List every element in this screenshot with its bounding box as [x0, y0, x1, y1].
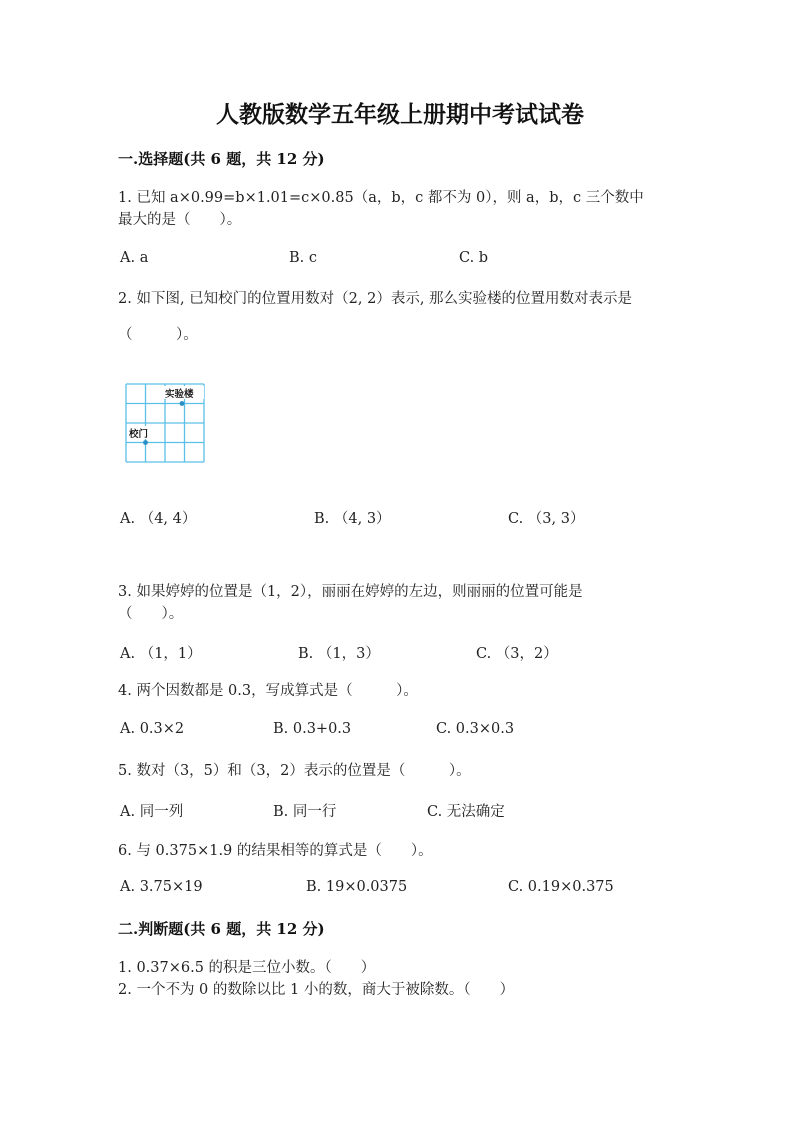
section-heading-choice: 一.选择题(共 6 题，共 12 分)	[118, 150, 325, 168]
question-6-line1: 6. 与 0.375×1.9 的结果相等的算式是（ ）。	[118, 843, 433, 859]
question-5-option-a: A. 同一列	[120, 804, 184, 820]
question-1-option-c: C. b	[459, 250, 489, 266]
question-6-option-a: A. 3.75×19	[120, 879, 203, 895]
lab-building-point	[180, 401, 185, 406]
question-1-line1: 1. 已知 a×0.99=b×1.01=c×0.85（a，b，c 都不为 0），则 a，b，c 三个数中	[118, 190, 644, 206]
question-2-line1: 2. 如下图, 已知校门的位置用数对（2, 2）表示, 那么实验楼的位置用数对表示是	[118, 291, 633, 307]
question-1-line2: 最大的是（ ）。	[118, 212, 242, 228]
question-4-option-b: B. 0.3+0.3	[273, 721, 352, 737]
question-1-option-b: B. c	[289, 250, 317, 266]
school-gate-label: 校门	[129, 429, 149, 440]
question-2-option-a: A. （4, 4）	[120, 511, 197, 527]
question-1-option-a: A. a	[120, 250, 149, 266]
question-4-option-a: A. 0.3×2	[120, 721, 185, 737]
question-3-line1: 3. 如果婷婷的位置是（1，2），丽丽在婷婷的左边，则丽丽的位置可能是	[118, 584, 583, 600]
question-3-line2: （ ）。	[118, 606, 184, 622]
question-6-option-c: C. 0.19×0.375	[508, 879, 614, 895]
lab-building-label: 实验楼	[165, 389, 194, 400]
coordinate-grid-figure	[124, 382, 208, 470]
question-2-line2: （ ）。	[118, 327, 198, 343]
question-5-line1: 5. 数对（3，5）和（3，2）表示的位置是（ ）。	[118, 763, 471, 779]
question-4-option-c: C. 0.3×0.3	[436, 721, 515, 737]
question-2-option-c: C. （3, 3）	[508, 511, 585, 527]
question-3-option-a: A. （1，1）	[120, 646, 202, 662]
question-5-option-b: B. 同一行	[273, 804, 337, 820]
section-heading-judgement: 二.判断题(共 6 题，共 12 分)	[118, 920, 325, 938]
question-3-option-b: B. （1，3）	[298, 646, 380, 662]
question-5-option-c: C. 无法确定	[427, 804, 505, 820]
question-4-line1: 4. 两个因数都是 0.3，写成算式是（ ）。	[118, 683, 418, 699]
question-2-option-b: B. （4, 3）	[314, 511, 391, 527]
school-gate-point	[143, 440, 148, 445]
question-3-option-c: C. （3，2）	[476, 646, 558, 662]
question-6-option-b: B. 19×0.0375	[306, 879, 408, 895]
page-title: 人教版数学五年级上册期中考试试卷	[216, 101, 584, 128]
judgement-question-1: 1. 0.37×6.5 的积是三位小数。（ ）	[118, 960, 376, 976]
judgement-question-2: 2. 一个不为 0 的数除以比 1 小的数，商大于被除数。（ ）	[118, 982, 515, 998]
